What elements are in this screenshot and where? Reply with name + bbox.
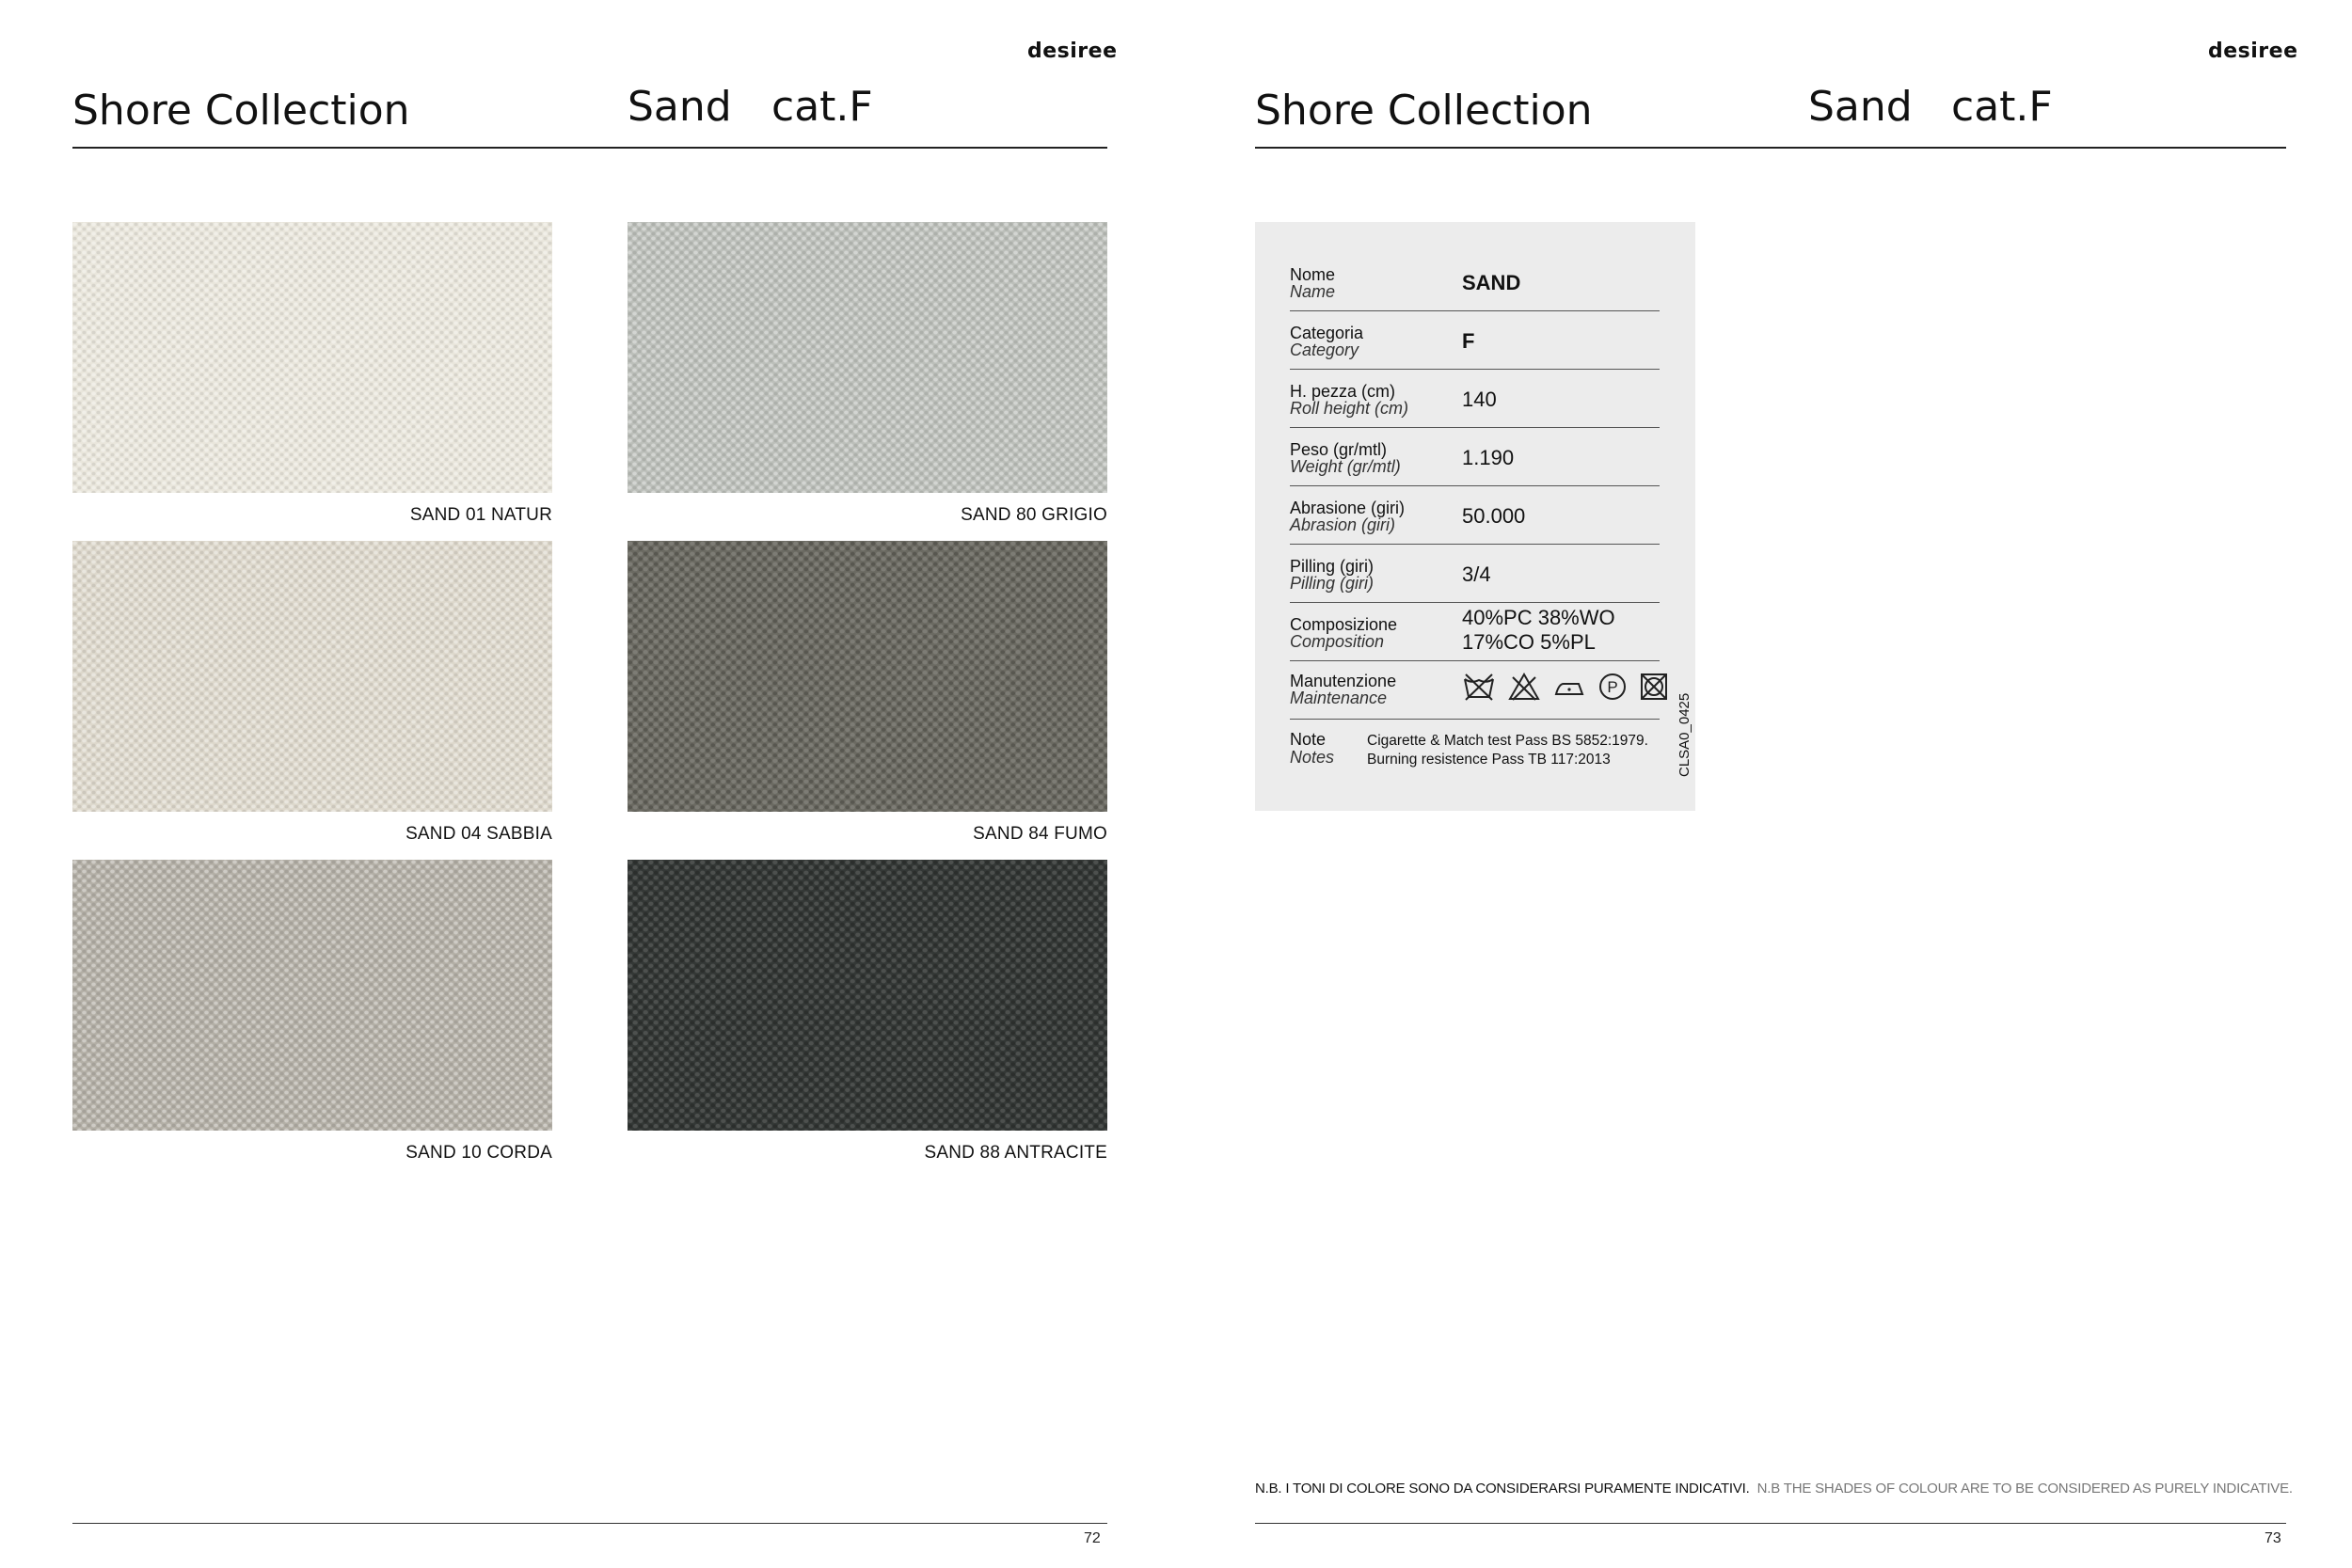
fabric-swatch-image bbox=[628, 222, 1107, 493]
no-wash-icon bbox=[1462, 672, 1496, 702]
spec-key: Manutenzione bbox=[1290, 672, 1397, 690]
disclaimer-italian: N.B. I TONI DI COLORE SONO DA CONSIDERARSI PURAMENTE INDICATIVI. bbox=[1255, 1481, 1750, 1497]
swatch-label: SAND 04 SABBIA bbox=[405, 824, 552, 844]
spec-key-en: Weight (gr/mtl) bbox=[1290, 457, 1401, 476]
spec-key-en: Composition bbox=[1290, 632, 1385, 651]
spec-row-notes bbox=[1290, 719, 1660, 777]
fabric-swatch-image bbox=[628, 860, 1107, 1131]
right-page bbox=[1176, 0, 2352, 1568]
spec-key: Peso (gr/mtl) bbox=[1290, 440, 1388, 459]
brand-logo: desiree bbox=[1027, 40, 1118, 63]
fabric-swatch-image bbox=[628, 541, 1107, 812]
header-rule bbox=[72, 147, 1107, 149]
technical-data-sheet bbox=[1255, 222, 1695, 811]
spec-key: H. pezza (cm) bbox=[1290, 382, 1396, 401]
spec-key-en: Notes bbox=[1290, 748, 1335, 767]
swatch-label: SAND 10 CORDA bbox=[405, 1143, 552, 1163]
fabric-swatch-image bbox=[72, 541, 552, 812]
spec-key: Pilling (giri) bbox=[1290, 557, 1375, 576]
color-disclaimer bbox=[1255, 1481, 2293, 1497]
fabric-swatch-image bbox=[72, 860, 552, 1131]
spec-key-en: Pilling (giri) bbox=[1290, 574, 1375, 593]
spec-key: Composizione bbox=[1290, 615, 1398, 634]
swatch-card[interactable] bbox=[72, 541, 552, 845]
spec-key-en: Category bbox=[1290, 341, 1359, 359]
dry-clean-letter: P bbox=[1607, 678, 1618, 696]
fabric-name: Sand bbox=[1808, 83, 1913, 131]
swatch-label: SAND 01 NATUR bbox=[409, 505, 552, 525]
page-number: 73 bbox=[2265, 1530, 2281, 1546]
spec-value: 3/4 bbox=[1462, 562, 1491, 586]
swatch-label: SAND 80 GRIGIO bbox=[961, 505, 1107, 525]
footer-rule bbox=[1255, 1523, 2286, 1524]
spec-key: Abrasione (giri) bbox=[1290, 499, 1406, 517]
dry-clean-p-icon bbox=[1597, 672, 1628, 702]
swatch-card[interactable] bbox=[72, 860, 552, 1164]
spec-row-pilling bbox=[1290, 544, 1660, 603]
product-code: CLSA0_0425 bbox=[1677, 692, 1692, 777]
fabric-name: Sand bbox=[628, 83, 732, 131]
iron-low-icon bbox=[1552, 672, 1586, 702]
header-rule bbox=[1255, 147, 2286, 149]
spec-key-en: Roll height (cm) bbox=[1290, 399, 1409, 418]
spec-key-en: Name bbox=[1290, 282, 1336, 301]
swatch-card[interactable] bbox=[72, 222, 552, 526]
collection-title: Shore Collection bbox=[1255, 87, 1593, 135]
page-number: 72 bbox=[1084, 1530, 1101, 1546]
fabric-category: cat.F bbox=[771, 83, 873, 131]
swatch-card[interactable] bbox=[628, 860, 1107, 1164]
spec-value: 140 bbox=[1462, 388, 1497, 411]
spec-key-en: Abrasion (giri) bbox=[1290, 515, 1396, 534]
swatch-label: SAND 84 FUMO bbox=[973, 824, 1107, 844]
collection-title: Shore Collection bbox=[72, 87, 410, 135]
fabric-category: cat.F bbox=[1951, 83, 2053, 131]
no-tumble-dry-icon bbox=[1639, 672, 1669, 702]
disclaimer-english: N.B THE SHADES OF COLOUR ARE TO BE CONSIDERED AS PURELY INDICATIVE. bbox=[1756, 1481, 2293, 1497]
swatch-card[interactable] bbox=[628, 541, 1107, 845]
spec-value: 40%PC 38%WO bbox=[1462, 606, 1615, 629]
spec-key: Nome bbox=[1290, 265, 1336, 284]
spec-value: 17%CO 5%PL bbox=[1462, 630, 1596, 654]
swatch-card[interactable] bbox=[628, 222, 1107, 526]
spec-row-category bbox=[1290, 310, 1660, 370]
spec-note: Burning resistence Pass TB 117:2013 bbox=[1367, 752, 1611, 768]
spec-value: 1.190 bbox=[1462, 446, 1515, 469]
fabric-swatch-image bbox=[72, 222, 552, 493]
maintenance-icons bbox=[1462, 672, 1669, 702]
spec-value: SAND bbox=[1462, 271, 1521, 294]
spec-row-composition bbox=[1290, 602, 1660, 661]
spec-row-maintenance bbox=[1290, 660, 1660, 720]
spec-note: Cigarette & Match test Pass BS 5852:1979. bbox=[1367, 733, 1648, 749]
swatch-label: SAND 88 ANTRACITE bbox=[924, 1143, 1107, 1163]
footer-rule bbox=[72, 1523, 1107, 1524]
brand-logo: desiree bbox=[2208, 40, 2298, 63]
spec-row-weight bbox=[1290, 427, 1660, 486]
spec-key-en: Maintenance bbox=[1290, 689, 1388, 707]
spec-value: F bbox=[1462, 329, 1475, 353]
spec-key: Categoria bbox=[1290, 324, 1364, 342]
spec-value: 50.000 bbox=[1462, 504, 1526, 528]
no-bleach-icon bbox=[1507, 672, 1541, 702]
spec-row-name bbox=[1290, 265, 1660, 311]
spec-key: Note bbox=[1290, 730, 1327, 749]
spec-row-abrasion bbox=[1290, 485, 1660, 545]
spec-row-roll-height bbox=[1290, 369, 1660, 428]
